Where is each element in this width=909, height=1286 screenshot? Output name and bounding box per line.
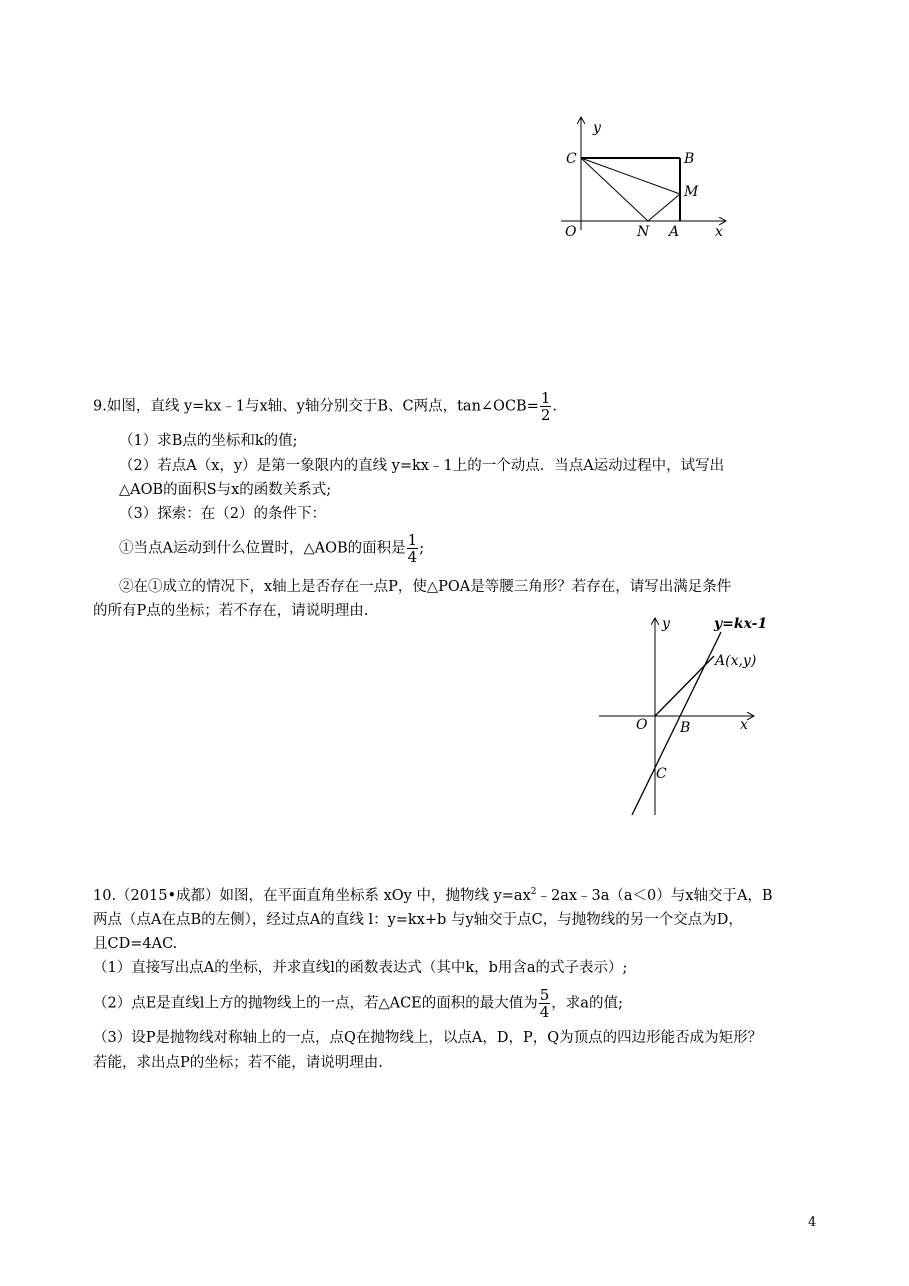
q9-part3-2-line2: 的所有P点的坐标；若不存在，请说明理由. [93, 603, 369, 619]
label-o: O [565, 224, 577, 240]
label-y: y [593, 120, 601, 136]
label-m: M [684, 184, 699, 200]
q9-part2-line1: （2）若点A（x，y）是第一象限内的直线 y=kx﹣1上的一个动点．当点A运动过程中，试写出 [119, 458, 725, 474]
label-y: y [662, 616, 670, 632]
label-a: A(x,y) [715, 653, 757, 669]
label-a: A [669, 224, 680, 240]
q9-part2-line2: △AOB的面积S与x的函数关系式; [119, 482, 332, 498]
q9-part3-2-line1: ②在①成立的情况下，x轴上是否存在一点P，使△POA是等腰三角形？若存在，请写出满足条件 [119, 579, 732, 595]
segment-cn [581, 158, 648, 221]
fraction-five-quarters: $\frac{5}{4}$ [539, 986, 550, 1021]
figure-line-graph [596, 612, 776, 817]
q10-line3: 且CD=4AC. [93, 936, 178, 952]
label-c: C [566, 151, 577, 167]
q9-part1: （1）求B点的坐标和k的值; [119, 433, 298, 449]
q10-part3-line2: 若能，求出点P的坐标；若不能，请说明理由. [93, 1055, 383, 1071]
label-line: y=kx-1 [714, 616, 768, 632]
label-b: B [680, 720, 691, 736]
page-number: 4 [808, 1215, 817, 1230]
fraction-one-quarter: $\frac{1}{4}$ [407, 531, 418, 566]
label-x: x [715, 224, 723, 240]
label-b: B [684, 151, 695, 167]
q10-part2: （2）点E是直线l上方的抛物线上的一点，若△ACE的面积的最大值为 $\frac{5}{4}$ ，求a的值; [93, 986, 623, 1021]
figure-rectangle-cbmn [555, 112, 735, 242]
q10-line2: 两点（点A在点B的左侧），经过点A的直线 l：y=kx+b 与y轴交于点C，与抛物线的另一个交点为D， [93, 912, 743, 928]
q9-part3: （3）探索：在（2）的条件下： [119, 506, 326, 522]
q10-part3-line1: （3）设P是抛物线对称轴上的一点，点Q在抛物线上，以点A，D，P，Q为顶点的四边形能否成为矩形？ [93, 1030, 763, 1046]
fraction-one-half: $\frac{1}{2}$ [540, 389, 551, 424]
label-n: N [637, 224, 650, 240]
q10-line1: 10.（2015•成都）如图，在平面直角坐标系 xOy 中，抛物线 $y=ax^2﹣2ax﹣3a(a<0)$与x轴交于A，B [93, 887, 773, 904]
q10-part1: （1）直接写出点A的坐标，并求直线l的函数表达式（其中k，b用含a的式子表示）; [93, 960, 628, 976]
segment-cm [581, 158, 680, 194]
label-x: x [740, 717, 748, 733]
segment-nm [648, 194, 680, 221]
label-c: C [656, 766, 667, 782]
label-o: O [636, 717, 648, 733]
q9-part3-1: ①当点A运动到什么位置时，△AOB的面积是 $\frac{1}{4}$ ; [119, 531, 425, 566]
q9-intro: 9.如图，直线 y=kx﹣1与x轴、y轴分别交于B、C两点，tan∠OCB= $\frac{1}{2}$ . [93, 389, 557, 424]
